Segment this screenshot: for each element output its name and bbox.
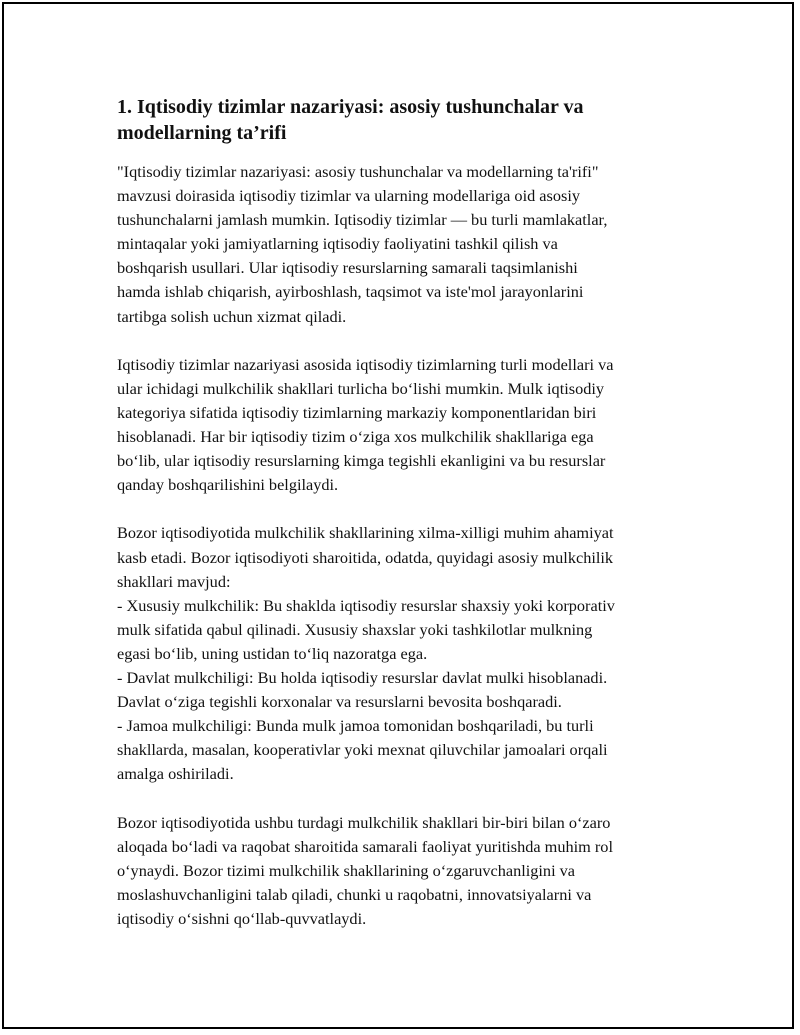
text-line: amalga oshiriladi. bbox=[117, 764, 234, 784]
text-line: mulk sifatida qabul qilinadi. Xususiy shaxslar yoki tashkilotlar mulkning bbox=[117, 619, 593, 639]
text-line: oʻynaydi. Bozor tizimi mulkchilik shakllarining oʻzgaruvchanligini va bbox=[117, 860, 576, 880]
text-line: tartibga solish uchun xizmat qiladi. bbox=[117, 306, 347, 326]
text-line: mintaqalar yoki jamiyatlarning iqtisodiy faoliyatini tashkil qilish va bbox=[117, 234, 558, 254]
text-line: kategoriya sifatida iqtisodiy tizimlarning markaziy komponentlaridan biri bbox=[117, 402, 597, 422]
text-line: kasb etadi. Bozor iqtisodiyoti sharoitida, odatda, quyidagi asosiy mulkchilik bbox=[117, 547, 614, 567]
text-line: aloqada boʻladi va raqobat sharoitida samarali faoliyat yuritishda muhim rol bbox=[117, 836, 613, 856]
text-line: iqtisodiy oʻsishni qoʻllab-quvvatlaydi. bbox=[117, 908, 367, 928]
text-line: tushunchalarni jamlash mumkin. Iqtisodiy tizimlar — bu turli mamlakatlar, bbox=[117, 210, 608, 230]
text-line: shakllarda, masalan, kooperativlar yoki mexnat qiluvchilar jamoalari orqali bbox=[117, 740, 608, 760]
text-line: qanday boshqarilishini belgilaydi. bbox=[117, 475, 339, 495]
paragraph-theory bbox=[117, 353, 697, 498]
text-line: boshqarish usullari. Ular iqtisodiy resurslarning samarali taqsimlanishi bbox=[117, 258, 578, 278]
paragraph-conclusion bbox=[117, 811, 697, 931]
document-body bbox=[117, 94, 697, 955]
text-line: boʻlib, ular iqtisodiy resurslarning kimga tegishli ekanligini va bu resurslar bbox=[117, 451, 606, 471]
text-line: ular ichidagi mulkchilik shakllari turlicha boʻlishi mumkin. Mulk iqtisodiy bbox=[117, 378, 605, 398]
text-line: moslashuvchanligini talab qiladi, chunki u raqobatni, innovatsiyalarni va bbox=[117, 884, 592, 904]
list-item-collective: - Jamoa mulkchiligi: Bunda mulk jamoa tomonidan boshqariladi, bu turli bbox=[117, 716, 594, 736]
list-item-state: - Davlat mulkchiligi: Bu holda iqtisodiy resurslar davlat mulki hisoblanadi. bbox=[117, 667, 608, 687]
paragraph-intro bbox=[117, 160, 697, 329]
text-line: hisoblanadi. Har bir iqtisodiy tizim oʻziga xos mulkchilik shakllariga ega bbox=[117, 427, 594, 447]
text-line: Iqtisodiy tizimlar nazariyasi asosida iqtisodiy tizimlarning turli modellari va bbox=[117, 354, 614, 374]
text-line: egasi boʻlib, uning ustidan toʻliq nazoratga ega. bbox=[117, 643, 428, 663]
text-line: Bozor iqtisodiyotida mulkchilik shakllarining xilma-xilligi muhim ahamiyat bbox=[117, 523, 614, 543]
text-line: Davlat oʻziga tegishli korxonalar va resurslarni bevosita boshqaradi. bbox=[117, 692, 562, 712]
text-line: shakllari mavjud: bbox=[117, 571, 231, 591]
text-line: Bozor iqtisodiyotida ushbu turdagi mulkchilik shakllari bir-biri bilan oʻzaro bbox=[117, 812, 611, 832]
text-line: "Iqtisodiy tizimlar nazariyasi: asosiy tushunchalar va modellarning ta'rifi" bbox=[117, 162, 599, 181]
text-line: mavzusi doirasida iqtisodiy tizimlar va ularning modellariga oid asosiy bbox=[117, 186, 581, 206]
text-line: hamda ishlab chiqarish, ayirboshlash, taqsimot va iste'mol jarayonlarini bbox=[117, 282, 584, 302]
document-title: 1. Iqtisodiy tizimlar nazariyasi: asosiy tushunchalar va modellarning ta’rifi bbox=[117, 96, 584, 144]
list-item-private: - Xususiy mulkchilik: Bu shaklda iqtisodiy resurslar shaxsiy yoki korporativ bbox=[117, 595, 615, 615]
paragraph-ownership-forms bbox=[117, 521, 697, 786]
